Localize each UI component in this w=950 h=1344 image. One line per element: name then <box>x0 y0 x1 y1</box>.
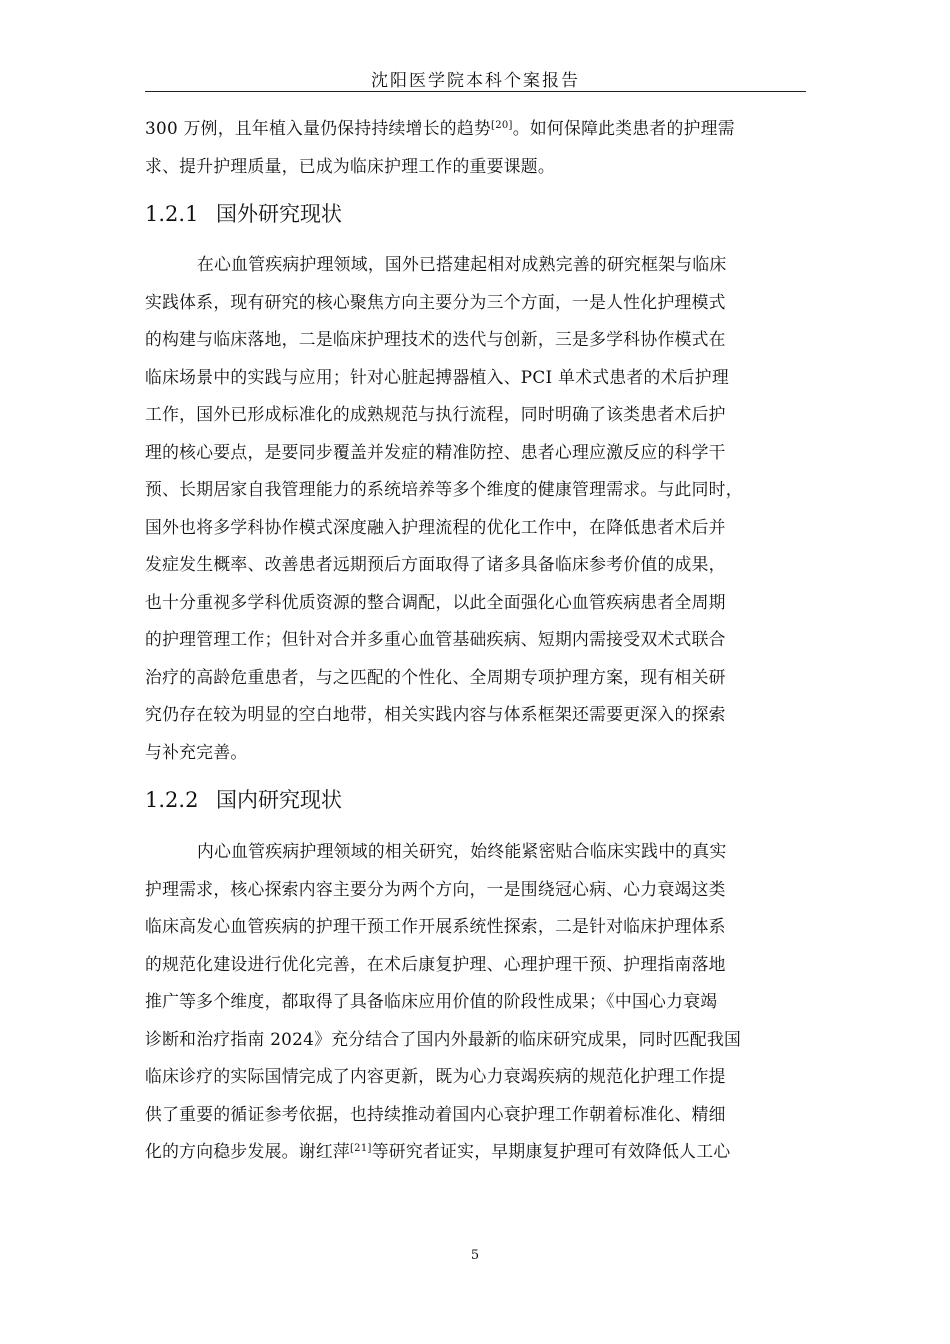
citation-ref: [20] <box>491 120 513 131</box>
page-header-title: 沈阳医学院本科个案报告 <box>371 71 580 91</box>
text-run: 300 万例，且年植入量仍保持持续增长的趋势 <box>145 118 492 138</box>
page-number: 5 <box>470 1248 480 1263</box>
header-divider <box>145 91 806 92</box>
paragraph-line: 预、长期居家自我管理能力的系统培养等多个维度的健康管理需求。与此同时， <box>145 479 743 499</box>
paragraph-line: 实践体系，现有研究的核心聚焦方向主要分为三个方面，一是人性化护理模式 <box>145 291 726 312</box>
paragraph-line: 供了重要的循证参考依据，也持续推动着国内心衰护理工作朝着标准化、精细 <box>145 1103 726 1124</box>
paragraph-line: 与补充完善。 <box>145 741 248 762</box>
section-title: 国内研究现状 <box>216 788 342 812</box>
paragraph-line: 临床高发心血管疾病的护理干预工作开展系统性探索，二是针对临床护理体系 <box>145 916 726 936</box>
section-heading-1-2-2 <box>145 785 342 815</box>
section2-paragraph <box>145 833 806 1171</box>
paragraph-line: 推广等多个维度，都取得了具备临床应用价值的阶段性成果；《中国心力衰竭 <box>145 991 718 1011</box>
paragraph-line <box>145 1133 806 1171</box>
paragraph-line: 国外也将多学科协作模式深度融入护理流程的优化工作中，在降低患者术后并 <box>145 516 726 537</box>
paragraph-line: 求、提升护理质量，已成为临床护理工作的重要课题。 <box>145 155 555 176</box>
paragraph-line: 究仍存在较为明显的空白地带，相关实践内容与体系框架还需要更深入的探索 <box>145 704 726 724</box>
paragraph-line: 发症发生概率、改善患者远期预后方面取得了诸多具备临床参考价值的成果， <box>145 554 726 574</box>
section-heading-1-2-1 <box>145 199 342 229</box>
section-title: 国外研究现状 <box>216 202 342 226</box>
paragraph-line: 的护理管理工作；但针对合并多重心血管基础疾病、短期内需接受双术式联合 <box>145 629 726 649</box>
text-run: 。如何保障此类患者的护理需 <box>512 118 735 138</box>
paragraph-line: 临床诊疗的实际国情完成了内容更新，既为心力衰竭疾病的规范化护理工作提 <box>145 1066 726 1086</box>
paragraph-line: 工作，国外已形成标准化的成熟规范与执行流程，同时明确了该类患者术后护 <box>145 404 726 424</box>
paragraph-line: 的构建与临床落地，二是临床护理技术的迭代与创新，三是多学科协作模式在 <box>145 329 726 349</box>
paragraph-line: 临床场景中的实践与应用；针对心脏起搏器植入、PCI 单术式患者的术后护理 <box>145 366 729 387</box>
section-number: 1.2.2 <box>145 788 199 812</box>
paragraph-line: 诊断和治疗指南 2024》充分结合了国内外最新的临床研究成果，同时匹配我国 <box>145 1028 742 1049</box>
section-number: 1.2.1 <box>145 202 199 226</box>
section1-paragraph <box>145 246 806 771</box>
paragraph-line: 治疗的高龄危重患者，与之匹配的个性化、全周期专项护理方案，现有相关研 <box>145 666 726 687</box>
paragraph-line: 理的核心要点，是要同步覆盖并发症的精准防控、患者心理应激反应的科学干 <box>145 441 726 462</box>
paragraph-line: 也十分重视多学科优质资源的整合调配，以此全面强化心血管疾病患者全周期 <box>145 591 726 612</box>
text-run: 等研究者证实，早期康复护理可有效降低人工心 <box>371 1141 731 1161</box>
paragraph-line: 的规范化建设进行优化完善，在术后康复护理、心理护理干预、护理指南落地 <box>145 953 726 974</box>
citation-ref: [21] <box>349 1143 372 1154</box>
text-run: 化的方向稳步发展。谢红萍 <box>145 1141 350 1161</box>
intro-paragraph <box>145 110 806 185</box>
paragraph-line: 护理需求，核心探索内容主要分为两个方向，一是围绕冠心病、心力衰竭这类 <box>145 878 726 899</box>
paragraph-line: 在心血管疾病护理领域，国外已搭建起相对成熟完善的研究框架与临床 <box>197 254 727 274</box>
paragraph-line <box>145 110 806 148</box>
paragraph-line: 内心血管疾病护理领域的相关研究，始终能紧密贴合临床实践中的真实 <box>197 841 727 861</box>
